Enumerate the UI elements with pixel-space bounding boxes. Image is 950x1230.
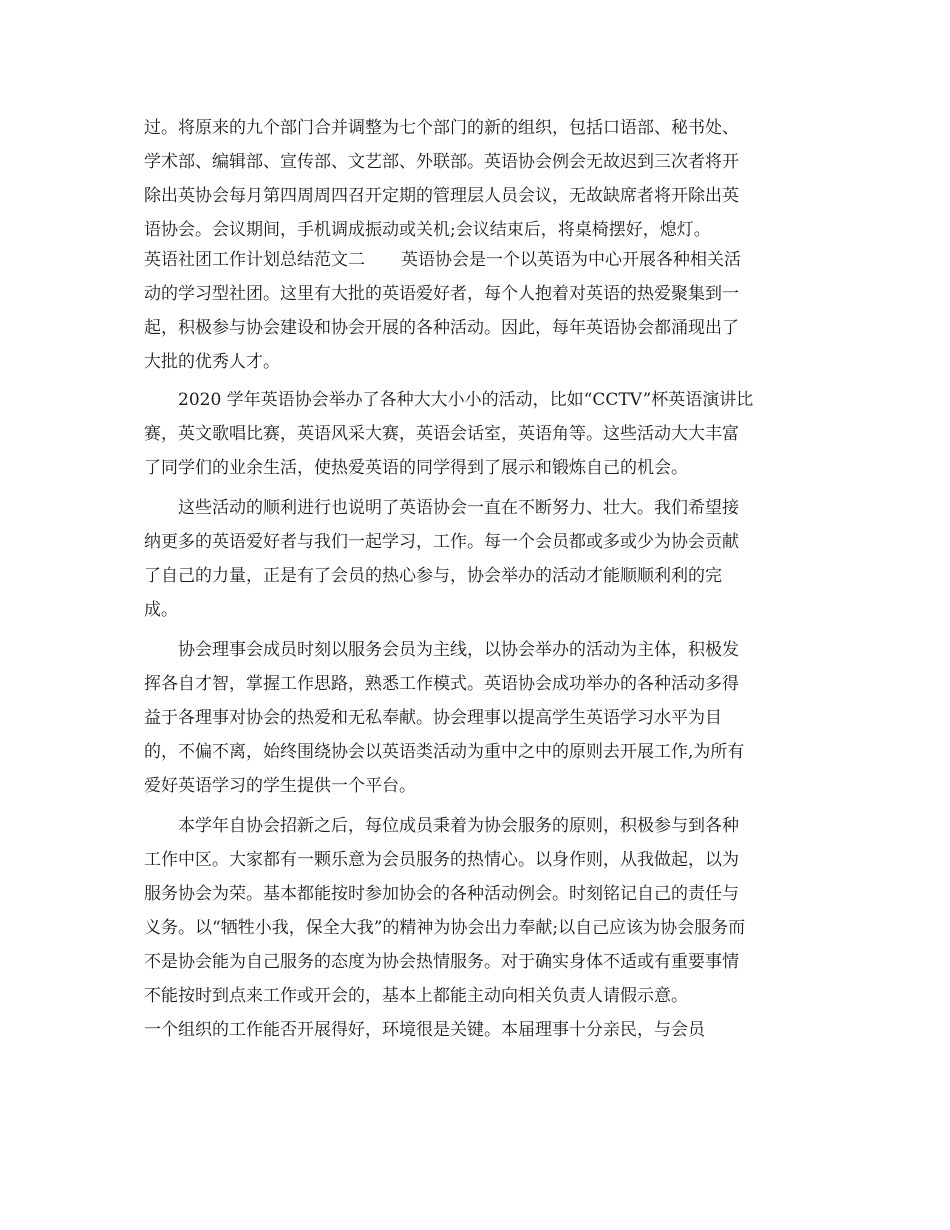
text-line: 一个组织的工作能否开展得好，环境很是关键。本届理事十分亲民，与会员 <box>144 1020 705 1040</box>
text-line: 了自己的力量，正是有了会员的热心参与，协会举办的活动才能顺顺利利的完 <box>144 566 722 586</box>
text-line: 协会理事会成员时刻以服务会员为主线，以协会举办的活动为主体，积极发 <box>178 640 739 660</box>
text-line: 起，积极参与协会建设和协会开展的各种活动。因此，每年英语协会都涌现出了 <box>144 318 739 338</box>
text-line: 语协会。会议期间，手机调成振动或关机;会议结束后，将桌椅摆好，熄灯。 <box>144 220 711 240</box>
text-line: 2020 学年英语协会举办了各种大大小小的活动，比如“CCTV”杯英语演讲比 <box>178 390 754 410</box>
text-line: 挥各自才智，掌握工作思路，熟悉工作模式。英语协会成功举办的各种活动多得 <box>144 674 739 694</box>
text-line: 学术部、编辑部、宣传部、文艺部、外联部。英语协会例会无故迟到三次者将开 <box>144 152 739 172</box>
text-line: 本学年自协会招新之后，每位成员秉着为协会服务的原则，积极参与到各种 <box>178 816 739 836</box>
text-line: 不是协会能为自己服务的态度为协会热情服务。对于确实身体不适或有重要事情 <box>144 952 739 972</box>
text-line: 益于各理事对协会的热爱和无私奉献。协会理事以提高学生英语学习水平为目 <box>144 708 722 728</box>
text-line: 工作中区。大家都有一颗乐意为会员服务的热情心。以身作则，从我做起，以为 <box>144 850 739 870</box>
text-line: 服务协会为荣。基本都能按时参加协会的各种活动例会。时刻铭记自己的责任与 <box>144 884 739 904</box>
section-heading: 英语社团工作计划总结范文二 <box>144 250 365 270</box>
section-line <box>144 245 741 275</box>
section-first-text: 英语协会是一个以英语为中心开展各种相关活 <box>401 250 741 270</box>
text-line: 动的学习型社团。这里有大批的英语爱好者，每个人抱着对英语的热爱聚集到一 <box>144 284 739 304</box>
text-line: 纳更多的英语爱好者与我们一起学习，工作。每一个会员都或多或少为协会贡献 <box>144 532 739 552</box>
text-line: 除出英协会每月第四周周四召开定期的管理层人员会议，无故缺席者将开除出英 <box>144 186 739 206</box>
text-line: 不能按时到点来工作或开会的，基本上都能主动向相关负责人请假示意。 <box>144 986 688 1006</box>
text-line: 大批的优秀人才。 <box>144 352 280 372</box>
text-line: 赛，英文歌唱比赛，英语风采大赛，英语会话室，英语角等。这些活动大大丰富 <box>144 424 739 444</box>
text-line: 成。 <box>144 600 178 620</box>
text-line: 了同学们的业余生活，使热爱英语的同学得到了展示和锻炼自己的机会。 <box>144 458 688 478</box>
text-line: 过。将原来的九个部门合并调整为七个部门的新的组织，包括口语部、秘书处、 <box>144 118 739 138</box>
text-line: 义务。以“牺牲小我，保全大我”的精神为协会出力奉献;以自己应该为协会服务而 <box>144 918 746 938</box>
text-line: 的，不偏不离，始终围绕协会以英语类活动为重中之中的原则去开展工作,为所有 <box>144 742 745 762</box>
text-line: 爱好英语学习的学生提供一个平台。 <box>144 776 416 796</box>
text-line: 这些活动的顺利进行也说明了英语协会一直在不断努力、壮大。我们希望接 <box>178 498 739 518</box>
